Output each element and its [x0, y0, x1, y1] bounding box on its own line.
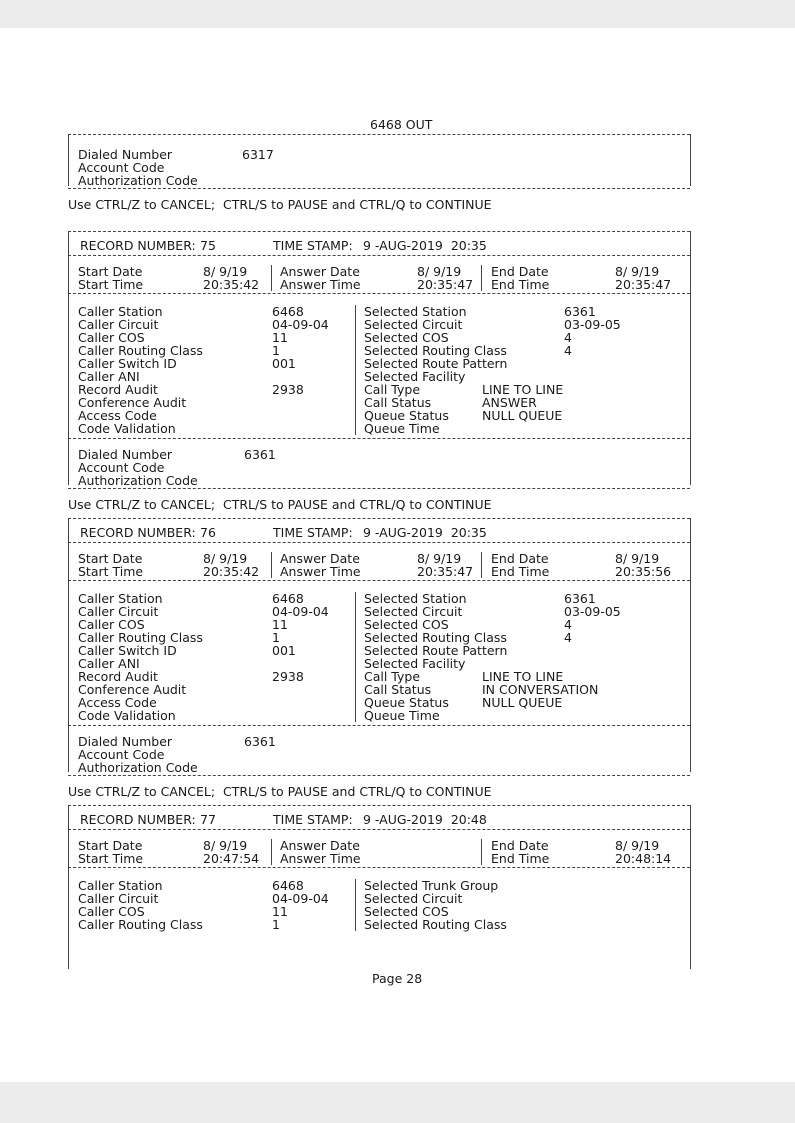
caller-switch-id-label: Caller Switch ID — [78, 356, 177, 371]
vertical-rule — [271, 265, 272, 291]
dialed-number-value: 6361 — [244, 734, 276, 749]
selected-routing-class-label: Selected Routing Class — [364, 343, 507, 358]
caller-routing-class-label: Caller Routing Class — [78, 630, 203, 645]
authorization-code-label: Authorization Code — [78, 473, 198, 488]
dialed-number-value: 6317 — [242, 147, 274, 162]
record-number-value: 76 — [200, 525, 216, 540]
scan-bottom-band — [0, 1082, 795, 1123]
call-status-label: Call Status — [364, 395, 432, 410]
time-stamp-value: 9 -AUG-2019 20:35 — [363, 525, 487, 540]
caller-circuit-label: Caller Circuit — [78, 317, 159, 332]
end-date-label: End Date — [491, 551, 549, 566]
record-right-border — [690, 805, 691, 969]
column-divider — [355, 879, 356, 931]
caller-station-value: 6468 — [272, 304, 304, 319]
record-audit-value: 2938 — [272, 669, 304, 684]
call-type-value: LINE TO LINE — [482, 669, 564, 684]
answer-time-label: Answer Time — [280, 851, 361, 866]
block-left-border — [68, 134, 69, 186]
account-code-label: Account Code — [78, 460, 165, 475]
caller-circuit-value: 04-09-04 — [272, 891, 329, 906]
caller-routing-class-value: 1 — [272, 917, 280, 932]
dialed-number-value: 6361 — [244, 447, 276, 462]
caller-cos-value: 11 — [272, 330, 288, 345]
queue-status-label: Queue Status — [364, 408, 449, 423]
time-stamp-label: TIME STAMP: — [273, 812, 353, 827]
end-time-label: End Time — [491, 564, 550, 579]
dashed-rule — [68, 829, 690, 830]
vertical-rule — [481, 839, 482, 865]
queue-status-label: Queue Status — [364, 695, 449, 710]
answer-date-label: Answer Date — [280, 551, 360, 566]
selected-cos-label: Selected COS — [364, 330, 449, 345]
dashed-rule — [68, 518, 690, 519]
page-number: Page 28 — [372, 971, 423, 986]
answer-time-value: 20:35:47 — [417, 564, 474, 579]
caller-station-value: 6468 — [272, 878, 304, 893]
start-date-label: Start Date — [78, 838, 143, 853]
start-date-value: 8/ 9/19 — [203, 264, 248, 279]
selected-trunk-group-label: Selected Trunk Group — [364, 878, 499, 893]
caller-ani-label: Caller ANI — [78, 369, 140, 384]
block-right-border — [690, 134, 691, 186]
selected-route-pattern-label: Selected Route Pattern — [364, 356, 508, 371]
call-status-value: ANSWER — [482, 395, 537, 410]
cancel-instruction: Use CTRL/Z to CANCEL; CTRL/S to PAUSE and CTRL/Q to CONTINUE — [68, 497, 492, 512]
dashed-rule — [68, 867, 690, 868]
end-date-label: End Date — [491, 838, 549, 853]
end-date-value: 8/ 9/19 — [615, 264, 660, 279]
end-time-value: 20:48:14 — [615, 851, 672, 866]
record-audit-label: Record Audit — [78, 669, 158, 684]
selected-station-value: 6361 — [564, 304, 596, 319]
access-code-label: Access Code — [78, 408, 157, 423]
record-number-label: RECORD NUMBER: — [80, 238, 196, 253]
dashed-rule — [68, 580, 690, 581]
dashed-rule — [68, 293, 690, 294]
end-date-value: 8/ 9/19 — [615, 551, 660, 566]
start-time-value: 20:47:54 — [203, 851, 260, 866]
dashed-rule — [68, 542, 690, 543]
record-right-border — [690, 231, 691, 485]
selected-routing-class-label: Selected Routing Class — [364, 917, 507, 932]
answer-date-value: 8/ 9/19 — [417, 551, 462, 566]
record-left-border — [68, 231, 69, 485]
time-stamp-value: 9 -AUG-2019 20:48 — [363, 812, 487, 827]
selected-circuit-label: Selected Circuit — [364, 604, 463, 619]
queue-time-label: Queue Time — [364, 421, 440, 436]
code-validation-label: Code Validation — [78, 421, 176, 436]
end-time-label: End Time — [491, 277, 550, 292]
time-stamp-value: 9 -AUG-2019 20:35 — [363, 238, 487, 253]
answer-time-label: Answer Time — [280, 277, 361, 292]
selected-facility-label: Selected Facility — [364, 369, 466, 384]
end-time-value: 20:35:47 — [615, 277, 672, 292]
selected-routing-class-label: Selected Routing Class — [364, 630, 507, 645]
selected-cos-label: Selected COS — [364, 617, 449, 632]
selected-cos-label: Selected COS — [364, 904, 449, 919]
queue-status-value: NULL QUEUE — [482, 408, 563, 423]
selected-facility-label: Selected Facility — [364, 656, 466, 671]
dashed-rule — [68, 775, 690, 776]
dashed-rule — [68, 231, 690, 232]
selected-routing-class-value: 4 — [564, 630, 572, 645]
vertical-rule — [271, 552, 272, 578]
start-time-value: 20:35:42 — [203, 564, 260, 579]
account-code-label: Account Code — [78, 747, 165, 762]
caller-circuit-value: 04-09-04 — [272, 317, 329, 332]
selected-cos-value: 4 — [564, 330, 572, 345]
dialed-number-label: Dialed Number — [78, 147, 173, 162]
selected-circuit-label: Selected Circuit — [364, 317, 463, 332]
record-audit-label: Record Audit — [78, 382, 158, 397]
selected-station-value: 6361 — [564, 591, 596, 606]
dashed-rule — [68, 488, 690, 489]
caller-circuit-label: Caller Circuit — [78, 891, 159, 906]
dialed-number-label: Dialed Number — [78, 734, 173, 749]
dashed-rule — [68, 134, 690, 135]
selected-circuit-label: Selected Circuit — [364, 891, 463, 906]
answer-date-value: 8/ 9/19 — [417, 264, 462, 279]
selected-station-label: Selected Station — [364, 304, 467, 319]
record-right-border — [690, 518, 691, 772]
caller-cos-label: Caller COS — [78, 330, 145, 345]
caller-cos-value: 11 — [272, 904, 288, 919]
dashed-rule — [68, 438, 690, 439]
dashed-rule — [68, 255, 690, 256]
selected-cos-value: 4 — [564, 617, 572, 632]
dialed-number-label: Dialed Number — [78, 447, 173, 462]
caller-cos-value: 11 — [272, 617, 288, 632]
end-date-label: End Date — [491, 264, 549, 279]
record-number-label: RECORD NUMBER: — [80, 812, 196, 827]
cancel-instruction: Use CTRL/Z to CANCEL; CTRL/S to PAUSE and CTRL/Q to CONTINUE — [68, 784, 492, 799]
caller-switch-id-value: 001 — [272, 643, 296, 658]
call-type-value: LINE TO LINE — [482, 382, 564, 397]
start-time-label: Start Time — [78, 277, 144, 292]
record-number-value: 77 — [200, 812, 216, 827]
start-date-value: 8/ 9/19 — [203, 551, 248, 566]
end-time-label: End Time — [491, 851, 550, 866]
start-date-label: Start Date — [78, 264, 143, 279]
access-code-label: Access Code — [78, 695, 157, 710]
call-type-label: Call Type — [364, 669, 421, 684]
selected-circuit-value: 03-09-05 — [564, 317, 621, 332]
caller-circuit-label: Caller Circuit — [78, 604, 159, 619]
start-date-value: 8/ 9/19 — [203, 838, 248, 853]
answer-date-label: Answer Date — [280, 838, 360, 853]
selected-routing-class-value: 4 — [564, 343, 572, 358]
caller-station-label: Caller Station — [78, 304, 163, 319]
caller-routing-class-value: 1 — [272, 343, 280, 358]
account-code-label: Account Code — [78, 160, 165, 175]
record-left-border — [68, 518, 69, 772]
dashed-rule — [68, 725, 690, 726]
queue-time-label: Queue Time — [364, 708, 440, 723]
caller-station-value: 6468 — [272, 591, 304, 606]
time-stamp-label: TIME STAMP: — [273, 238, 353, 253]
caller-routing-class-value: 1 — [272, 630, 280, 645]
end-date-value: 8/ 9/19 — [615, 838, 660, 853]
dashed-rule — [68, 805, 690, 806]
selected-station-label: Selected Station — [364, 591, 467, 606]
column-divider — [355, 305, 356, 435]
scan-top-band — [0, 0, 795, 28]
conference-audit-label: Conference Audit — [78, 682, 187, 697]
end-time-value: 20:35:56 — [615, 564, 672, 579]
dashed-rule — [68, 188, 690, 189]
caller-circuit-value: 04-09-04 — [272, 604, 329, 619]
code-validation-label: Code Validation — [78, 708, 176, 723]
vertical-rule — [481, 552, 482, 578]
vertical-rule — [271, 839, 272, 865]
record-audit-value: 2938 — [272, 382, 304, 397]
caller-station-label: Caller Station — [78, 878, 163, 893]
start-time-label: Start Time — [78, 851, 144, 866]
selected-circuit-value: 03-09-05 — [564, 604, 621, 619]
caller-station-label: Caller Station — [78, 591, 163, 606]
vertical-rule — [481, 265, 482, 291]
caller-routing-class-label: Caller Routing Class — [78, 343, 203, 358]
cancel-instruction: Use CTRL/Z to CANCEL; CTRL/S to PAUSE and CTRL/Q to CONTINUE — [68, 197, 492, 212]
answer-date-label: Answer Date — [280, 264, 360, 279]
time-stamp-label: TIME STAMP: — [273, 525, 353, 540]
record-number-value: 75 — [200, 238, 216, 253]
caller-cos-label: Caller COS — [78, 904, 145, 919]
call-type-label: Call Type — [364, 382, 421, 397]
caller-routing-class-label: Caller Routing Class — [78, 917, 203, 932]
call-status-label: Call Status — [364, 682, 432, 697]
start-time-value: 20:35:42 — [203, 277, 260, 292]
record-number-label: RECORD NUMBER: — [80, 525, 196, 540]
start-time-label: Start Time — [78, 564, 144, 579]
selected-route-pattern-label: Selected Route Pattern — [364, 643, 508, 658]
answer-time-value: 20:35:47 — [417, 277, 474, 292]
page-header-title: 6468 OUT — [370, 117, 433, 132]
queue-status-value: NULL QUEUE — [482, 695, 563, 710]
answer-time-label: Answer Time — [280, 564, 361, 579]
start-date-label: Start Date — [78, 551, 143, 566]
column-divider — [355, 592, 356, 722]
conference-audit-label: Conference Audit — [78, 395, 187, 410]
caller-switch-id-value: 001 — [272, 356, 296, 371]
call-status-value: IN CONVERSATION — [482, 682, 599, 697]
caller-switch-id-label: Caller Switch ID — [78, 643, 177, 658]
caller-cos-label: Caller COS — [78, 617, 145, 632]
authorization-code-label: Authorization Code — [78, 173, 198, 188]
authorization-code-label: Authorization Code — [78, 760, 198, 775]
caller-ani-label: Caller ANI — [78, 656, 140, 671]
